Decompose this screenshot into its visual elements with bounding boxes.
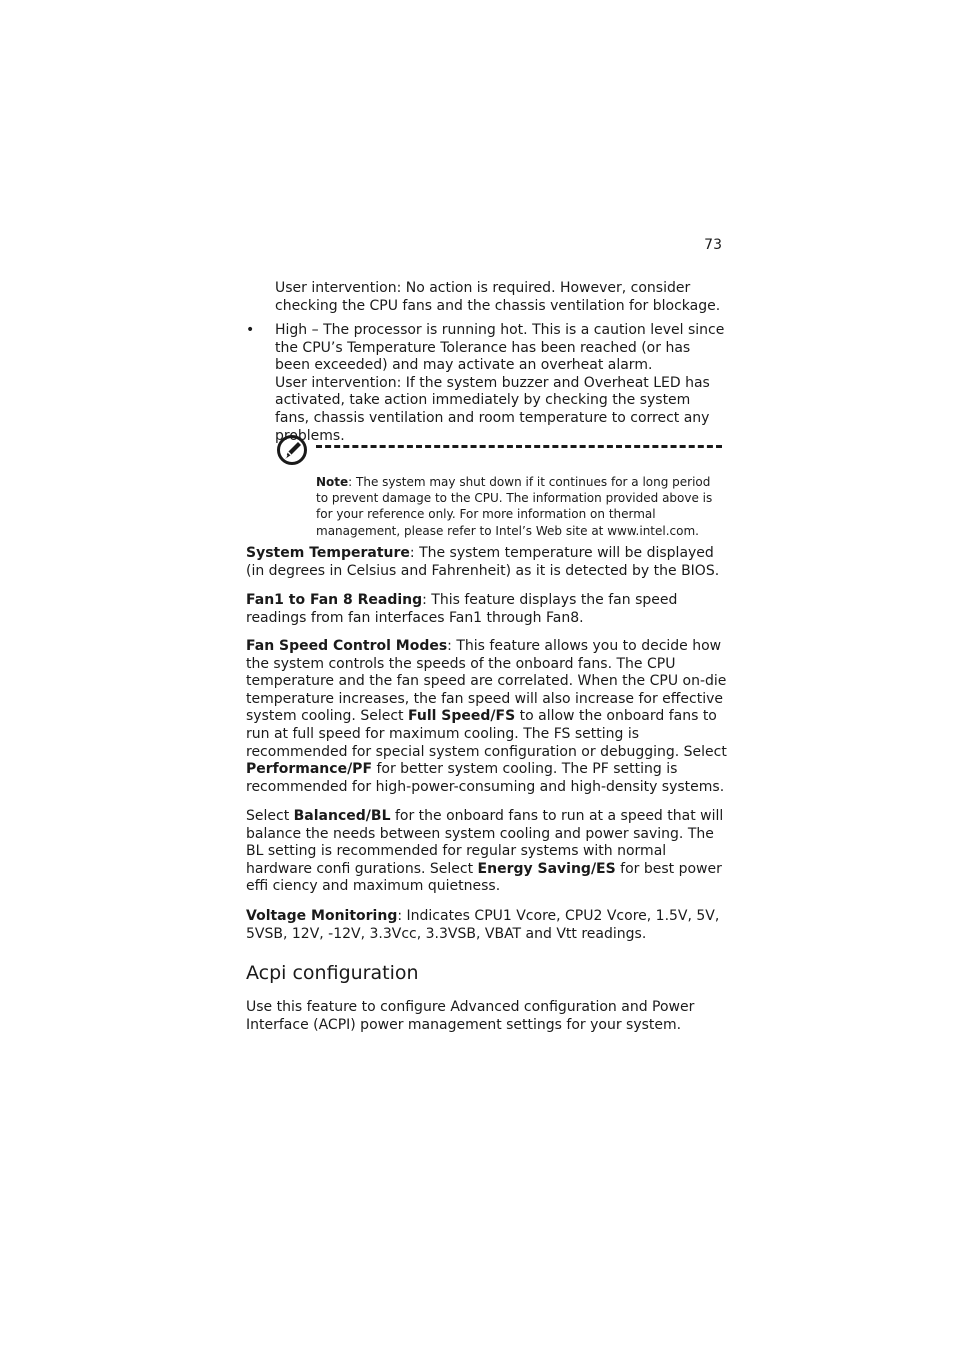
bullet-marker: •: [246, 322, 255, 338]
voltage-paragraph: [246, 908, 730, 943]
bullet-high-text: High – The processor is running hot. This is a caution level since the CPU’s Temperature Tolerance has been reached (or has been exceeded) and may activate an overheat alarm.: [275, 322, 725, 374]
acpi-heading: Acpi configuration: [246, 962, 419, 984]
bullet-high: [275, 322, 727, 445]
intro-intervention: User intervention: No action is required. However, consider checking the CPU fans and the chassis ventilation for blockage.: [275, 280, 721, 314]
balanced-text-1: Select: [246, 808, 294, 824]
system-temperature-paragraph: [246, 545, 726, 580]
system-temperature-text: : The system temperature will be displayed (in degrees in Celsius and Fahrenheit) as it is detected by the BIOS.: [246, 545, 720, 579]
full-speed-term: Full Speed/FS: [407, 708, 516, 725]
fan-speed-paragraph: [246, 638, 730, 796]
note-pen-icon: [276, 434, 308, 466]
note-body: : The system may shut down if it continues for a long period to prevent damage to the CPU. The information provided above is for your reference only. For more information on thermal management, please refer to Intel’s Web site at www.intel.com.: [316, 475, 713, 538]
bullet-high-intervention: User intervention: If the system buzzer and Overheat LED has activated, take action immediately by checking the system fans, chassis ventilation and room temperature to correct any problems.: [275, 374, 710, 444]
performance-term: Performance/PF: [246, 761, 373, 778]
fan-speed-text-3: for better system cooling. The PF setting is recommended for high-power-consuming and high-density systems.: [246, 761, 725, 795]
acpi-paragraph: Use this feature to configure Advanced configuration and Power Interface (ACPI) power management settings for your system.: [246, 999, 695, 1033]
note-text: [316, 474, 726, 539]
fan-speed-text-1: : This feature allows you to decide how the system controls the speeds of the onboard fans. The CPU temperature and the fan speed are correlated. When the CPU on-die temperature increases, the fan speed will also increase for effective system cooling. Select: [246, 638, 727, 725]
balanced-text-2: for the onboard fans to run at a speed that will balance the needs between system cooling and power saving. The BL setting is recommended for regular systems with normal hardware confi gurations. Select: [246, 808, 724, 877]
energy-saving-term: Energy Saving/ES: [477, 860, 616, 877]
fan-speed-term: Fan Speed Control Modes: [246, 638, 448, 654]
balanced-term: Balanced/BL: [293, 808, 391, 824]
fan-reading-term: Fan1 to Fan 8 Reading: [246, 592, 423, 608]
balanced-paragraph: [246, 808, 730, 896]
fan-speed-text-2: to allow the onboard fans to run at full speed for maximum cooling. The FS setting is recommended for special system configuration or debugging. Select: [246, 708, 727, 760]
fan-reading-text: : This feature displays the fan speed readings from fan interfaces Fan1 through Fan8.: [246, 592, 678, 626]
note-label: Note: [316, 475, 349, 489]
fan-reading-paragraph: [246, 592, 726, 627]
balanced-text-3: for best power effi ciency and maximum quietness.: [246, 860, 722, 895]
voltage-text: : Indicates CPU1 Vcore, CPU2 Vcore, 1.5V, 5V, 5VSB, 12V, -12V, 3.3Vcc, 3.3VSB, VBAT and Vtt readings.: [246, 908, 720, 942]
system-temperature-term: System Temperature: [246, 545, 410, 561]
note-divider: [316, 445, 722, 448]
voltage-term: Voltage Monitoring: [246, 908, 398, 924]
page-number: 73: [704, 237, 722, 253]
